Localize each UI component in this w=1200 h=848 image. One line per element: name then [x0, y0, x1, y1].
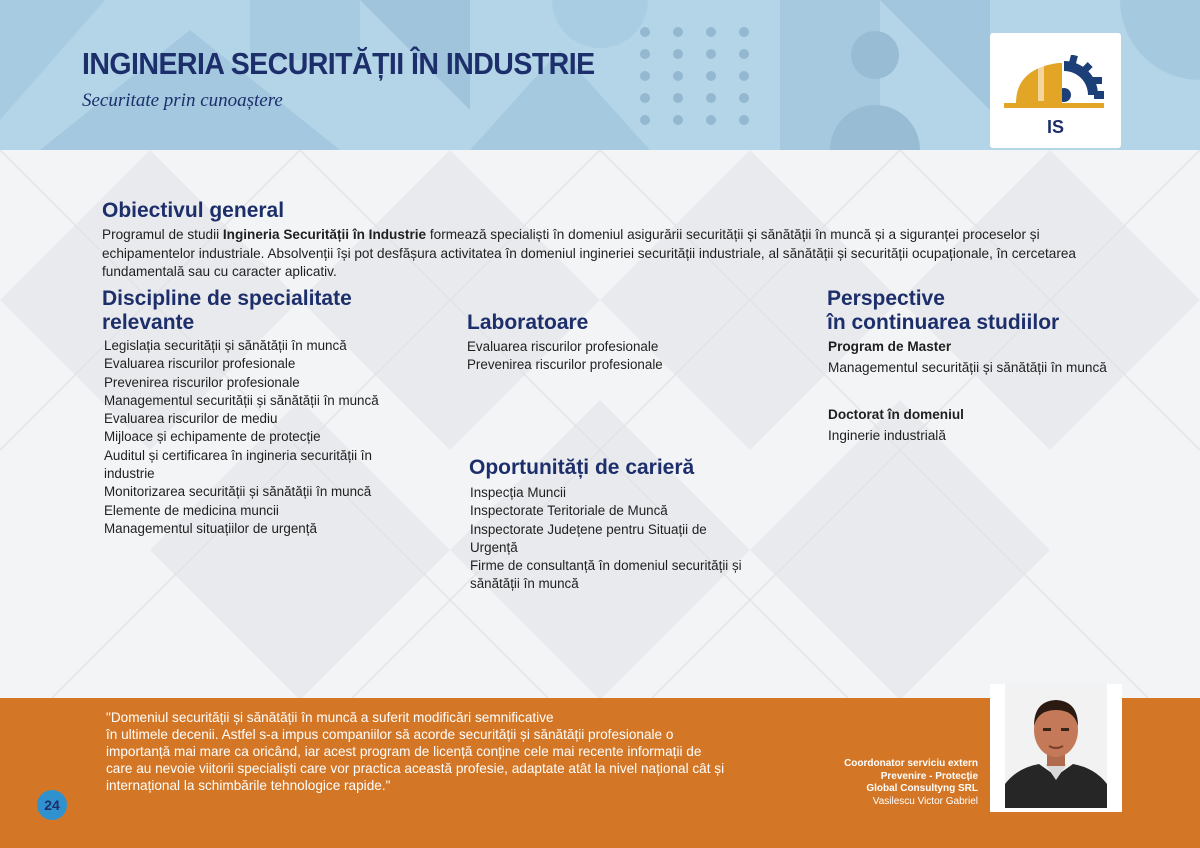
- list-item: industrie: [104, 466, 155, 482]
- list-item: Auditul și certificarea în ingineria securității în: [104, 447, 372, 463]
- master-value: Managementul securității și sănătății în muncă: [828, 360, 1107, 375]
- list-item: Prevenirea riscurilor profesionale: [467, 357, 663, 373]
- page-header: [0, 0, 1200, 150]
- labs-heading: Laboratoare: [467, 311, 589, 334]
- list-item: Urgență: [470, 539, 518, 555]
- list-item: Mijloace și echipamente de protecție: [104, 429, 321, 445]
- credit-name: Vasilescu Victor Gabriel: [872, 795, 978, 807]
- careers-heading: Oportunități de carieră: [469, 456, 695, 479]
- main-content: [0, 150, 1200, 698]
- list-item: Managementul securității și sănătății în muncă: [104, 392, 379, 408]
- testimonial-quote: [106, 709, 766, 794]
- list-item: Legislația securității și sănătății în muncă: [104, 338, 347, 353]
- testimonial-credit: [844, 758, 978, 808]
- doctorate-value: Inginerie industrială: [828, 428, 946, 443]
- author-photo: [990, 684, 1122, 812]
- helmet-gear-icon: [1004, 55, 1108, 113]
- list-item: Inspectorate Județene pentru Situații de: [470, 521, 707, 537]
- credit-department: Prevenire - Protecție: [880, 770, 978, 782]
- page-number-badge: 24: [37, 790, 67, 820]
- list-item: Evaluarea riscurilor profesionale: [467, 339, 659, 354]
- list-item: Evaluarea riscurilor de mediu: [104, 411, 278, 427]
- perspectives-heading: Perspective în continuarea studiilor: [827, 287, 1060, 334]
- master-label: Program de Master: [828, 339, 952, 354]
- objective-text: Programul de studii Ingineria Securității în Industrie formează specialiști în domeniul asigurării securității și sănătății în muncă și a siguranței proceselor și echipamentelor industriale. Absolvenții își pot desfășura activitatea în domeniul ingineriei securității industriale, al sănătății și securității ocupaționale, în cercetarea fundamentală sau cu caracter aplicativ.: [102, 227, 1076, 279]
- credit-company: Global Consultyng SRL: [866, 783, 978, 794]
- list-item: Monitorizarea securității și sănătății în muncă: [104, 484, 372, 500]
- quote-line: internațional la schimbările tehnologice rapide.": [106, 778, 391, 793]
- credit-role: Coordonator serviciu extern: [844, 758, 978, 769]
- person-portrait-icon: [1005, 684, 1107, 808]
- labs-list: [467, 338, 767, 375]
- page-footer: [0, 698, 1200, 848]
- disciplines-list: [104, 337, 434, 538]
- logo-initials: IS: [1046, 117, 1064, 137]
- list-item: Firme de consultanță în domeniul securității și: [470, 558, 742, 574]
- quote-line: în ultimele decenii. Astfel s-a impus companiilor să acorde securității și sănătății profesionale o: [106, 727, 674, 742]
- list-item: Elemente de medicina muncii: [104, 502, 279, 518]
- list-item: Inspectorate Teritoriale de Muncă: [470, 503, 668, 519]
- quote-line: importanță mai mare ca oricând, iar acest program de licență conține cele mai recente informații de: [106, 744, 702, 759]
- page-subtitle: Securitate prin cunoaștere: [82, 90, 283, 111]
- list-item: sănătății în muncă: [470, 576, 579, 592]
- list-item: Managementul situațiilor de urgență: [104, 520, 317, 536]
- objective-heading: Obiectivul general: [102, 199, 285, 222]
- disciplines-heading: Discipline de specialitate relevante: [102, 287, 352, 334]
- careers-list: [470, 484, 780, 594]
- list-item: Evaluarea riscurilor profesionale: [104, 356, 296, 372]
- program-name: Ingineria Securității în Industrie: [222, 227, 427, 242]
- page-title: INGINERIA SECURITĂȚII ÎN INDUSTRIE: [82, 46, 595, 81]
- quote-line: care au nevoie viitorii specialiști care vor practica această profesie, adaptate atât la nivel național cât și: [106, 761, 725, 776]
- doctorate-label: Doctorat în domeniul: [828, 407, 964, 422]
- list-item: Inspecția Muncii: [470, 485, 567, 500]
- program-logo: [990, 33, 1121, 148]
- list-item: Prevenirea riscurilor profesionale: [104, 374, 300, 390]
- quote-line: "Domeniul securității și sănătății în muncă a suferit modificări semnificative: [106, 710, 554, 725]
